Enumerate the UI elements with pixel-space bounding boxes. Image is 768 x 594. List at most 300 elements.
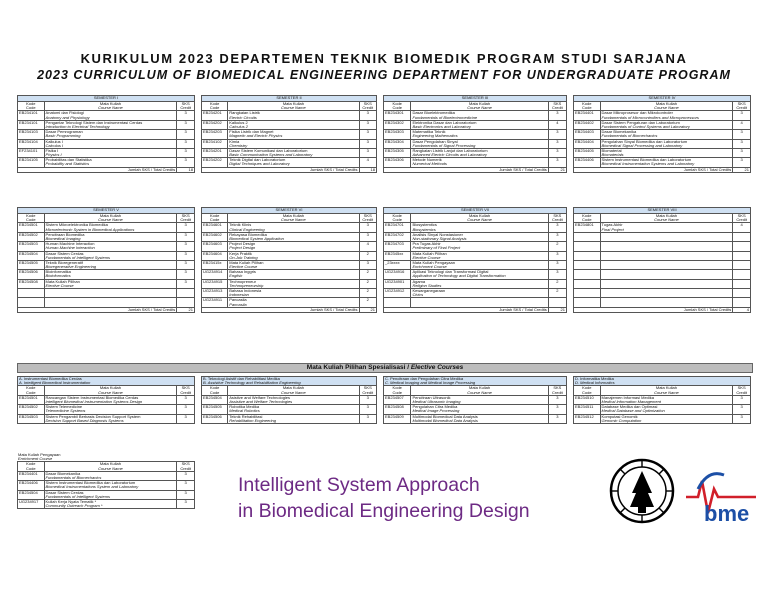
- course-sks: 3: [548, 223, 566, 232]
- header-sks: SKS Credit: [359, 214, 377, 223]
- table-row: [202, 298, 377, 307]
- course-table: [17, 385, 195, 424]
- course-name: Bioinformatika Bioinformatics: [44, 270, 177, 279]
- course-code: EB234508: [18, 279, 45, 288]
- course-code: EB234504: [18, 251, 45, 260]
- course-name: Fisika I Physics I: [44, 148, 177, 157]
- course-name: Matematika Teknik Engineering Mathematics: [411, 130, 548, 139]
- header-name: Mata Kuliah Course Name: [44, 386, 177, 395]
- header-sks: SKS Credit: [177, 214, 195, 223]
- course-sks: 3: [359, 139, 377, 148]
- header-name: Mata Kuliah Course Name: [228, 386, 359, 395]
- course-code: EB234102: [202, 139, 228, 148]
- elective-banner: [17, 363, 753, 373]
- table-header: [384, 214, 567, 223]
- total-row: [384, 307, 567, 312]
- course-code: EB234306: [384, 158, 411, 167]
- total-label: Jumlah SKS / Total Credits: [574, 307, 733, 312]
- course-code: EB234510: [574, 395, 601, 404]
- course-sks: 3: [177, 158, 195, 167]
- course-name: Kewarganegaraan Civics: [411, 289, 548, 298]
- total-row: [202, 307, 377, 312]
- course-sks: 3: [548, 251, 566, 260]
- course-code: EB234503: [18, 414, 45, 423]
- course-code: EF234101: [18, 148, 45, 157]
- total-row: [202, 167, 377, 172]
- header-sks: SKS Credit: [359, 386, 377, 395]
- course-table: [17, 101, 195, 173]
- header-sks: SKS Credit: [733, 214, 751, 223]
- table-header: [18, 214, 195, 223]
- table-row: [574, 139, 751, 148]
- table-row: [18, 130, 195, 139]
- course-code: EB234502: [18, 405, 45, 414]
- course-code: UG234912: [384, 289, 411, 298]
- header-code: Kode Code: [18, 386, 45, 395]
- course-sks: 3: [177, 414, 195, 423]
- course-sks: 3: [359, 130, 377, 139]
- course-sks: 3: [177, 251, 195, 260]
- course-code: UG234914: [202, 270, 228, 279]
- total-label: Jumlah SKS / Total Credits: [18, 167, 177, 172]
- elective-group: [201, 376, 377, 424]
- course-sks: 3: [733, 395, 751, 404]
- table-row: [384, 289, 567, 298]
- table-row: [574, 414, 751, 423]
- course-sks: 4: [359, 242, 377, 251]
- table-row: [202, 289, 377, 298]
- table-row: [18, 490, 195, 499]
- course-sks: 3: [177, 120, 195, 129]
- course-sks: 3: [548, 232, 566, 241]
- course-code: EB234601: [202, 223, 228, 232]
- course-sks: 3: [177, 499, 195, 508]
- table-row: [18, 395, 195, 404]
- course-name: Rekayasa Biomedika Biomedical System Application: [228, 232, 359, 241]
- course-code: EB234508: [384, 405, 411, 414]
- table-row: [202, 251, 377, 260]
- course-name: Pra Tugas Akhir Preliminary of Final Project: [411, 242, 548, 251]
- course-name: Robotika Medika Medical Robotics: [228, 405, 359, 414]
- course-name: Bahasa Indonesia Indonesian: [228, 289, 359, 298]
- course-sks: 2: [359, 279, 377, 288]
- total-value: 21: [733, 167, 751, 172]
- table-row: [384, 139, 567, 148]
- course-sks: 2: [359, 251, 377, 260]
- table-row: [384, 270, 567, 279]
- course-name: Sistem Telemedicine Telemedicine Systems: [44, 405, 177, 414]
- semester-block: [573, 95, 751, 173]
- course-code: UG234901: [384, 279, 411, 288]
- course-code: EB234702: [384, 232, 411, 241]
- course-table: [201, 213, 377, 313]
- title-line-1: KURIKULUM 2023 DEPARTEMEN TEKNIK BIOMEDIK PROGRAM STUDI SARJANA: [80, 51, 688, 66]
- header-code: Kode Code: [202, 102, 228, 111]
- header-code: Kode Code: [18, 102, 45, 111]
- table-row: [384, 279, 567, 288]
- course-code: EB234604: [202, 251, 228, 260]
- semester-label: SEMESTER I: [17, 95, 195, 101]
- header-sks: SKS Credit: [177, 462, 195, 471]
- course-name: Dasar Biomekanika Fundamentals of Biomechanics: [44, 471, 177, 480]
- course-sks: 3: [548, 158, 566, 167]
- course-table: [201, 385, 377, 424]
- empty-row: [574, 298, 751, 307]
- course-name: Kalkulus I Calculus I: [44, 139, 177, 148]
- course-code: UG234913: [202, 289, 228, 298]
- table-row: [384, 148, 567, 157]
- course-code: EB234501: [18, 223, 45, 232]
- course-sks: 4: [548, 120, 566, 129]
- table-header: [202, 102, 377, 111]
- header-sks: SKS Credit: [177, 386, 195, 395]
- elective-group: [17, 376, 195, 424]
- elective-group: [573, 376, 751, 424]
- total-value: 18: [177, 167, 195, 172]
- table-row: [202, 139, 377, 148]
- header-name: Mata Kuliah Course Name: [411, 102, 548, 111]
- course-name: Tugas Akhir Final Project: [600, 223, 733, 232]
- course-code: EB234505: [202, 405, 228, 414]
- course-sks: 2: [548, 279, 566, 288]
- course-name: Database Medika dan Optimasi Medical Database and Optimization: [600, 405, 733, 414]
- table-row: [202, 270, 377, 279]
- course-name: Pancasila Pancasila: [228, 298, 359, 307]
- semester-label: SEMESTER VIII: [573, 207, 751, 213]
- bme-logo-text: bme: [704, 501, 750, 526]
- total-row: [384, 167, 567, 172]
- course-name: Dasar Biomekanika Fundamentals of Biomechanics: [600, 130, 733, 139]
- course-code: EB234504: [18, 490, 45, 499]
- course-name: Biosystemtics Biosystemics: [411, 223, 548, 232]
- semester-label: SEMESTER IV: [573, 95, 751, 101]
- course-sks: 3: [548, 130, 566, 139]
- course-code: EB234305: [384, 148, 411, 157]
- course-sks: 3: [359, 405, 377, 414]
- header-name: Mata Kuliah Course Name: [600, 214, 733, 223]
- course-table: [573, 101, 751, 173]
- course-code: EB234402: [574, 120, 601, 129]
- course-name: Dasar Sistem Komunikasi dan Laboratorium Basic Communication Systems and Laboratory: [228, 148, 359, 157]
- university-seal-icon: [608, 455, 676, 527]
- course-code: EB234505: [18, 260, 45, 269]
- course-code: EB234202: [202, 158, 228, 167]
- header-code: Kode Code: [202, 386, 228, 395]
- course-name: Pengolahan Citra Medika Medical Image Processing: [411, 405, 548, 414]
- course-name: Sistem Instrumentasi Biomedika dan Laboratorium Biomedical Instrumentations System and Laboratory: [44, 481, 177, 490]
- table-row: [18, 158, 195, 167]
- course-sks: 4: [733, 120, 751, 129]
- table-row: [18, 242, 195, 251]
- course-code: EB234503: [18, 242, 45, 251]
- table-row: [574, 120, 751, 129]
- course-code: EB234703: [384, 242, 411, 251]
- course-code: EB234303: [384, 130, 411, 139]
- course-name: Teknik Digital dan Laboratorium Digital Techniques and Laboratory: [228, 158, 359, 167]
- header-sks: SKS Credit: [177, 102, 195, 111]
- course-sks: 2: [548, 242, 566, 251]
- table-header: [384, 386, 567, 395]
- course-code: UG234915: [202, 279, 228, 288]
- course-name: Analisis Sinyal Nonstasioner Non-stationary Signal Analysis: [411, 232, 548, 241]
- table-row: [574, 223, 751, 232]
- table-row: [384, 242, 567, 251]
- semester-block: [201, 95, 377, 173]
- table-row: [202, 242, 377, 251]
- course-name: Teknik Rehabilitasi Rehabilitation Engineering: [228, 414, 359, 423]
- title-line-2: 2023 CURRICULUM OF BIOMEDICAL ENGINEERING DEPARTMENT FOR UNDERGRADUATE PROGRAM: [37, 68, 731, 82]
- header-name: Mata Kuliah Course Name: [411, 386, 548, 395]
- header-name: Mata Kuliah Course Name: [600, 386, 733, 395]
- empty-row: [18, 298, 195, 307]
- course-code: EB234506: [18, 270, 45, 279]
- course-code: EB234406: [574, 158, 601, 167]
- table-header: [574, 102, 751, 111]
- course-sks: 3: [733, 111, 751, 120]
- total-value: 21: [548, 167, 566, 172]
- table-header: [18, 462, 195, 471]
- course-name: Sistem Pengambil Berbasis Decision Support System Decision Support Based Diagnosis Systems: [44, 414, 177, 423]
- course-sks: 3: [177, 130, 195, 139]
- table-row: [18, 414, 195, 423]
- course-code: EB234403: [574, 130, 601, 139]
- semester-label: SEMESTER VII: [383, 207, 567, 213]
- course-sks: 3: [359, 414, 377, 423]
- course-sks: 3: [359, 395, 377, 404]
- course-name: Bahasa Inggris English: [228, 270, 359, 279]
- course-sks: 3: [548, 405, 566, 414]
- course-name: Teknik Klinis Clinical Engineering: [228, 223, 359, 232]
- course-code: UG234911: [202, 298, 228, 307]
- course-sks: 2: [359, 298, 377, 307]
- course-code: EB234104: [18, 139, 45, 148]
- course-sks: 3: [733, 130, 751, 139]
- total-label: Jumlah SKS / Total Credits: [202, 167, 360, 172]
- course-name: Dasar Mikroprosesor dan Mikrokontroler Fundamentals of Microcontrollers and Microprocessors: [600, 111, 733, 120]
- course-name: Aplikasi Teknologi dan Transformasi Digital Application of Technology and Digital Transformation: [411, 270, 548, 279]
- course-name: Kuliah Kerja Nyata Tematik * Community Outreach Program *: [44, 499, 177, 508]
- course-sks: 3: [733, 158, 751, 167]
- header-sks: SKS Credit: [733, 386, 751, 395]
- header-sks: SKS Credit: [548, 214, 566, 223]
- table-row: [574, 148, 751, 157]
- course-name: Komputasi Genomik Genomic Computation: [600, 414, 733, 423]
- course-sks: 3: [177, 279, 195, 288]
- header-sks: SKS Credit: [359, 102, 377, 111]
- course-code: EB234512: [574, 414, 601, 423]
- course-sks: 2: [548, 289, 566, 298]
- course-sks: 2: [359, 289, 377, 298]
- table-header: [574, 214, 751, 223]
- course-sks: 3: [359, 232, 377, 241]
- course-code: EB234406: [18, 481, 45, 490]
- header-code: Kode Code: [574, 386, 601, 395]
- course-code: EB234501: [18, 395, 45, 404]
- course-sks: 3: [359, 223, 377, 232]
- table-row: [384, 251, 567, 260]
- course-name: Dasar Sistem Cerdas Fundamentals of Intelligent Systems: [44, 490, 177, 499]
- header-code: Kode Code: [18, 214, 45, 223]
- semester-block: [383, 95, 567, 173]
- header-name: Mata Kuliah Course Name: [44, 462, 177, 471]
- course-name: Dasar Sistem Pengaturan dan Laboratorium Fundamentals of Control Systems and Laboratory: [600, 120, 733, 129]
- empty-row: [574, 260, 751, 269]
- bme-logo: [684, 467, 758, 527]
- header-sks: SKS Credit: [548, 386, 566, 395]
- course-sks: 3: [548, 414, 566, 423]
- empty-row: [18, 289, 195, 298]
- elective-group: [383, 376, 567, 424]
- course-sks: 3: [177, 111, 195, 120]
- course-name: Pencitraan Biomedika Biomedical Imaging: [44, 232, 177, 241]
- table-row: [574, 130, 751, 139]
- table-row: [384, 158, 567, 167]
- course-sks: 3: [177, 395, 195, 404]
- course-code: EB2345xx: [384, 251, 411, 260]
- header-code: Kode Code: [574, 214, 601, 223]
- course-name: Metode Numerik Numerical Methods: [411, 158, 548, 167]
- course-sks: 3: [177, 490, 195, 499]
- table-row: [384, 120, 567, 129]
- total-row: [18, 307, 195, 312]
- course-code: EB234203: [202, 130, 228, 139]
- course-code: EB234105: [18, 158, 45, 167]
- table-header: [18, 386, 195, 395]
- table-row: [18, 223, 195, 232]
- empty-row: [384, 298, 567, 307]
- course-name: Mata Kuliah Pilihan Elective Course: [44, 279, 177, 288]
- course-name: Mata Kuliah Pengayaan Enrichment Course: [411, 260, 548, 269]
- course-code: EB234201: [202, 111, 228, 120]
- course-name: Mata Kuliah Pilihan Elective Course: [228, 260, 359, 269]
- semester-block: [383, 207, 567, 313]
- table-row: [202, 158, 377, 167]
- semester-block: [573, 207, 751, 313]
- table-row: [202, 279, 377, 288]
- course-sks: 3: [548, 395, 566, 404]
- course-name: Fisika Listrik dan Magnet Magnetic and Electric Physics: [228, 130, 359, 139]
- course-sks: 3: [177, 270, 195, 279]
- course-code: EB234101: [18, 120, 45, 129]
- empty-row: [574, 251, 751, 260]
- course-name: Rangkaian Listrik Lanjut dan Laboratorium Advanced Electric Circuits and Laboratory: [411, 148, 548, 157]
- empty-row: [574, 242, 751, 251]
- course-code: EB234201: [202, 148, 228, 157]
- semester-block: [201, 207, 377, 313]
- table-header: [202, 214, 377, 223]
- empty-row: [574, 232, 751, 241]
- table-row: [574, 405, 751, 414]
- total-label: Jumlah SKS / Total Credits: [202, 307, 360, 312]
- course-name: Dasar Bioelektromedika Fundamentals of Bioelectromedicine: [411, 111, 548, 120]
- elective-group-title: C. Pencitraan dan Pengolahan Citra Medika C. Medical Imaging and Medical Image Processing: [383, 376, 567, 385]
- course-code: EB234401: [574, 111, 601, 120]
- course-name: Dasar Pemrograman Basic Programming: [44, 130, 177, 139]
- table-header: [574, 386, 751, 395]
- course-name: Dasar Pengolahan Sinyal Fundamentals of Signal Processing: [411, 139, 548, 148]
- course-sks: 4: [359, 158, 377, 167]
- header-sks: SKS Credit: [733, 102, 751, 111]
- course-sks: 3: [177, 148, 195, 157]
- table-row: [384, 395, 567, 404]
- semester-block: [17, 207, 195, 313]
- table-row: [574, 111, 751, 120]
- course-name: Kimia Chemistry: [228, 139, 359, 148]
- total-row: [574, 167, 751, 172]
- semester-block: [17, 95, 195, 173]
- table-row: [18, 120, 195, 129]
- course-name: Elektronika Dasar dan Laboratorium Basic Electronics and Laboratory: [411, 120, 548, 129]
- header-name: Mata Kuliah Course Name: [228, 214, 359, 223]
- table-header: [202, 386, 377, 395]
- course-table: [17, 461, 195, 509]
- course-sks: 3: [359, 111, 377, 120]
- course-sks: 3: [359, 148, 377, 157]
- course-sks: 3: [359, 120, 377, 129]
- total-label: Jumlah SKS / Total Credits: [384, 167, 549, 172]
- course-name: Human Machine Interaction Human-Machine Interaction: [44, 242, 177, 251]
- table-row: [202, 232, 377, 241]
- course-sks: 3: [733, 139, 751, 148]
- total-value: 4: [733, 307, 751, 312]
- course-code: EB234701: [384, 223, 411, 232]
- table-row: [384, 405, 567, 414]
- table-row: [202, 395, 377, 404]
- header-name: Mata Kuliah Course Name: [228, 102, 359, 111]
- course-code: EB23415x: [202, 260, 228, 269]
- course-name: Anatomi dan Fisiologi Anatomy and Physiology: [44, 111, 177, 120]
- table-row: [384, 130, 567, 139]
- slogan-line-2: in Biomedical Engineering Design: [238, 500, 530, 522]
- course-name: Pengolahan Sinyal Biomedika dan Laboratorium Biomedical Signal Processing and Laboratory: [600, 139, 733, 148]
- table-row: [384, 223, 567, 232]
- course-sks: 3: [548, 260, 566, 269]
- course-name: Dasar Sistem Cerdas Fundamentals of Intelligent Systems: [44, 251, 177, 260]
- semester-label: SEMESTER III: [383, 95, 567, 101]
- course-table: [573, 213, 751, 313]
- enrichment-group: [17, 453, 195, 509]
- table-row: [202, 111, 377, 120]
- course-sks: 2: [359, 270, 377, 279]
- table-row: [384, 260, 567, 269]
- table-header: [18, 102, 195, 111]
- course-code: EB234602: [202, 232, 228, 241]
- course-sks: 3: [548, 139, 566, 148]
- course-table: [201, 101, 377, 173]
- course-code: EB234502: [18, 232, 45, 241]
- table-row: [18, 232, 195, 241]
- course-code: EB234506: [202, 414, 228, 423]
- course-code: EB234511: [574, 405, 601, 414]
- course-sks: 3: [548, 111, 566, 120]
- course-code: EB234801: [574, 223, 601, 232]
- course-name: Mata Kuliah Pilihan Elective Course: [411, 251, 548, 260]
- course-code: EB234504: [202, 395, 228, 404]
- table-row: [384, 232, 567, 241]
- course-name: Asistive and Welfare Technologies Assistive and Welfare Technologies: [228, 395, 359, 404]
- course-name: Project Design Project Design: [228, 242, 359, 251]
- header-code: Kode Code: [384, 102, 411, 111]
- total-row: [18, 167, 195, 172]
- total-value: 21: [177, 307, 195, 312]
- total-value: 18: [359, 167, 377, 172]
- table-header: [384, 102, 567, 111]
- empty-row: [574, 289, 751, 298]
- table-row: [18, 279, 195, 288]
- slogan-line-1: Intelligent System Approach: [238, 474, 480, 496]
- course-name: Manajemen Informasi Medika Medical Information Management: [600, 395, 733, 404]
- header-name: Mata Kuliah Course Name: [411, 214, 548, 223]
